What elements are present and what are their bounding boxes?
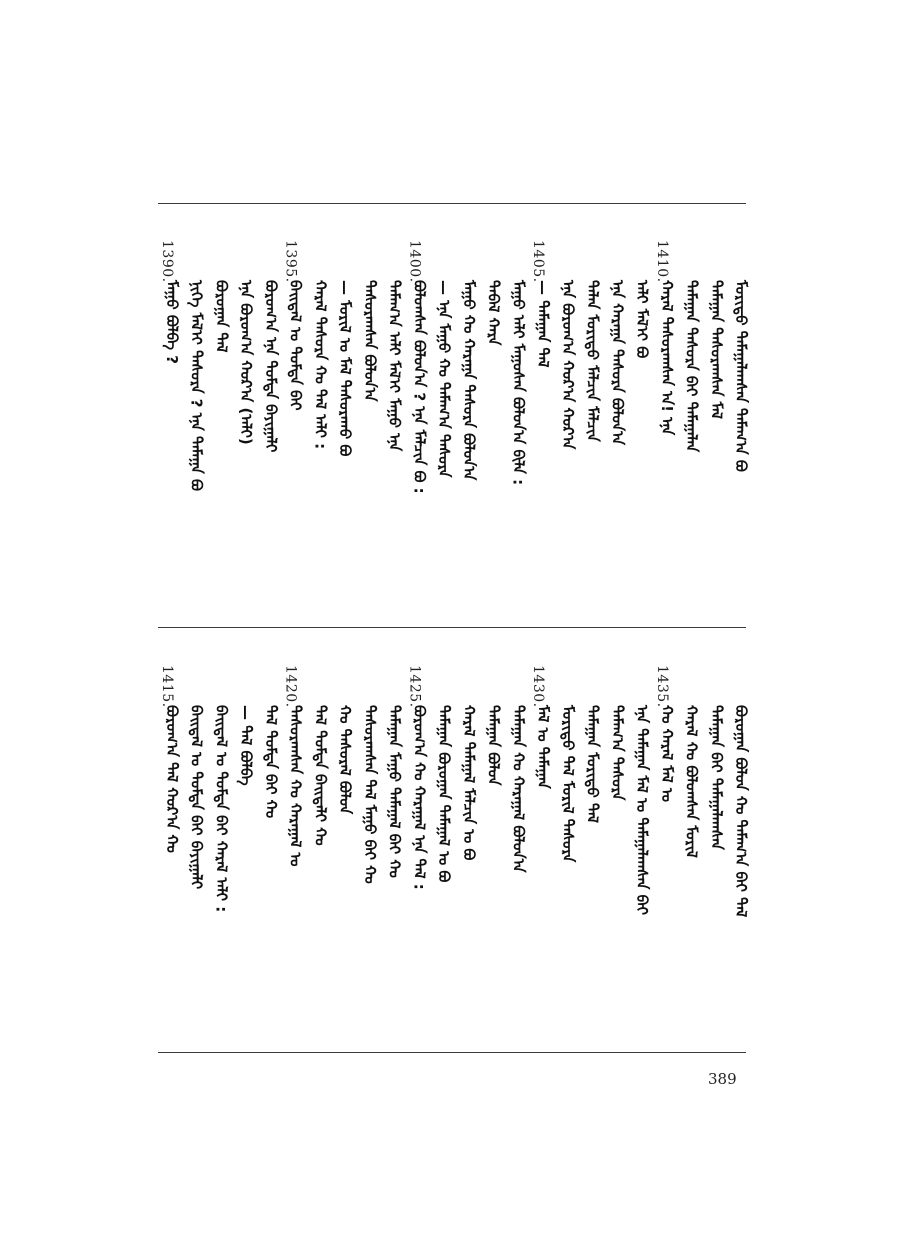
verse-line <box>256 665 280 1060</box>
verse-line <box>429 240 453 635</box>
verse-text: ᠲᠠᠮᠠᠭᠠᠨ ᠲᠠᠰᠤᠷᠠ ᠪᠠᠢ ᠲᠠᠮᠠᠭᠠᠯᠠᠨ <box>682 280 701 453</box>
verse-text: ᠳᠠᠪᠠᠯ ᠬᠠᠷᠠ <box>484 280 503 346</box>
verse-line <box>281 665 305 1060</box>
verse-line <box>528 665 552 1060</box>
verse-text: ᠲᠠᠮᠠᠭᠠᠨ ᠮᠠᠭᠤ ᠲᠠᠮᠠᠭᠠᠯ ᠪᠠᠢ ᠬᠤ <box>385 705 404 878</box>
verse-text: ᠬᠠᠷᠠᠯ ᠲᠠᠮᠠᠭᠠᠯ ᠮᠠᠯᠴᠢᠨ ᠤ ᠪᠤ <box>459 705 478 861</box>
verse-line <box>182 240 206 635</box>
verse-line <box>503 665 527 1060</box>
verse-line <box>578 665 602 1060</box>
verse-text: ᠲᠠᠮᠠᠭ᠎ᠠ ᠲᠠᠰᠤᠷᠠ <box>608 705 627 801</box>
verse-line <box>281 240 305 635</box>
page-number: 389 <box>708 1070 737 1088</box>
verse-text: ᠡᠨᠡ ᠪᠣᠷᠣᠭ᠎ᠠ ᠬᠤᠷ᠎ᠠ ᠬᠤᠷ᠎ᠠ <box>558 280 577 450</box>
verse-text: ᠪᠠᠢᠳᠠᠯ ᠤ ᠳᠤᠮᠳᠠ ᠪᠠᠢ <box>286 280 305 411</box>
line-number: 1420. <box>282 665 299 708</box>
line-number: 1415. <box>159 665 175 708</box>
line-number: 1435. <box>653 665 670 708</box>
line-number: 1430. <box>530 665 547 708</box>
verse-line <box>602 240 626 635</box>
verse-text: ᠲᠠᠮᠠᠭᠠᠨ ᠪᠣᠯᠤᠨ <box>484 705 503 786</box>
verse-line <box>256 240 280 635</box>
verse-block-lower <box>155 665 750 1060</box>
verse-text: — ᠲᠠᠮᠠᠭᠠᠨ ᠲᠠᠯ <box>534 280 553 368</box>
line-number: 1400. <box>406 240 423 283</box>
verse-text: ᠪᠣᠷᠣᠭᠠᠨ ᠲᠠᠯ <box>212 280 231 353</box>
verse-line <box>404 665 428 1060</box>
verse-text: ᠮᠣᠷᠢᠳᠤ ᠲᠠᠮᠠᠭᠠᠯᠠᠭᠰᠠᠨ ᠲᠠᠮᠠᠭ᠎ᠠ ᠪᠤ <box>732 280 750 472</box>
verse-text: ᠲᠠᠰᠤᠷᠠᠭᠰᠠᠨ ᠪᠣᠯᠤᠨ᠎ᠠ <box>360 280 379 402</box>
verse-text: ᠲᠠᠮᠠᠭ᠎ᠠ ᠠᠯᠢ ᠮᠠᠯ᠎ᠢ ᠮᠠᠭᠤ ᠡᠨᠡ <box>385 280 404 452</box>
verse-line <box>652 240 676 635</box>
verse-text: ᠲᠠᠮᠠᠭᠠᠨ ᠪᠣᠷᠣᠭᠠᠨ ᠲᠠᠮᠠᠭᠠᠯ ᠤ ᠪᠤ <box>435 705 454 883</box>
verse-line <box>206 665 230 1060</box>
verse-text: ᠪᠠᠢᠳᠠᠯ ᠤ ᠳᠤᠮᠳᠠ ᠪᠠᠢ ᠪᠠᠶᠢᠭᠠᠯᠢ <box>187 705 206 890</box>
verse-text: ᠲᠠᠮᠠᠭᠠᠨ ᠬᠤ ᠬᠠᠷᠠᠭᠠᠯ ᠪᠣᠯᠤᠨ᠎ᠠ <box>509 705 528 873</box>
verse-line <box>652 665 676 1060</box>
verse-line <box>157 240 181 635</box>
verse-line <box>429 665 453 1060</box>
verse-text: ᠡᠨᠡ ᠬᠠᠷᠠᠭᠠ ᠲᠠᠰᠤᠷᠠ ᠪᠣᠯᠤᠨ᠎ᠠ <box>608 280 627 446</box>
verse-text: ᠲᠠᠯ ᠳᠤᠮᠳᠠ ᠪᠠᠢᠳᠠᠯᠢ ᠬᠤ <box>311 705 330 846</box>
verse-line <box>627 240 651 635</box>
verse-text: ᠪᠠᠢᠳᠠᠯ ᠤ ᠳᠤᠮᠳᠠ ᠪᠠᠢ ᠬᠠᠷᠠᠯ ᠠᠯᠢ : <box>212 705 231 913</box>
line-number: 1390. <box>159 240 175 283</box>
verse-text: ᠠᠯᠢ ᠮᠠᠯ᠎ᠢ ᠪᠤ <box>633 280 652 359</box>
verse-line <box>330 665 354 1060</box>
verse-line <box>231 240 255 635</box>
verse-line <box>355 665 379 1060</box>
verse-text: ᠬᠠᠷᠠᠯ ᠲᠠᠰᠤᠷᠠ ᠬᠤ ᠲᠠᠯ ᠠᠯᠢ : <box>311 280 330 450</box>
verse-line <box>553 665 577 1060</box>
verse-text: ᠲᠠᠮᠠᠭᠠᠨ ᠮᠣᠷᠢᠳᠤ ᠲᠠᠯ <box>583 705 602 824</box>
verse-text: ᠮᠠᠭᠤ ᠪᠣᠯᠪᠠ ? <box>163 280 181 364</box>
verse-text: ᠮᠣᠷᠢᠳᠤ ᠲᠠᠯ ᠮᠣᠷᠢᠯ ᠲᠠᠰᠤᠷᠠ <box>558 705 577 863</box>
bottom-rule <box>158 1052 746 1053</box>
line-number: 1405. <box>530 240 547 283</box>
verse-line <box>701 240 725 635</box>
verse-text: ᠲᠠᠰᠤᠷᠠᠭᠰᠠᠨ ᠬᠤ ᠬᠠᠷᠠᠭᠠᠯ ᠤ <box>286 705 305 867</box>
verse-line <box>479 240 503 635</box>
verse-text: — ᠲᠠᠯ ᠪᠣᠯᠪᠠ <box>237 705 256 786</box>
verse-line <box>157 665 181 1060</box>
verse-line <box>404 240 428 635</box>
line-number: 1410. <box>653 240 670 283</box>
verse-text: ᠮᠠᠭᠤ ᠠᠯᠢ ᠮᠠᠭᠤᠰᠠᠨ ᠪᠣᠯᠤᠨ᠎ᠠ ᠪᠢᠯᠡ : <box>509 280 528 486</box>
verse-line <box>677 240 701 635</box>
verse-line <box>726 240 750 635</box>
verse-line <box>503 240 527 635</box>
verse-line <box>305 665 329 1060</box>
verse-line <box>553 240 577 635</box>
top-rule <box>158 203 746 204</box>
verse-line <box>231 665 255 1060</box>
verse-text: ᠮᠠᠭᠤ ᠬᠤ ᠬᠠᠷᠠᠭᠠ ᠲᠠᠰᠤᠷᠠ ᠪᠣᠯᠤᠨ᠎ᠠ <box>459 280 478 481</box>
verse-line <box>380 240 404 635</box>
verse-line <box>528 240 552 635</box>
verse-text: — ᠡᠨᠡ ᠮᠠᠭᠤ ᠬᠤ ᠲᠠᠮᠠᠭ᠎ᠠ ᠲᠠᠰᠤᠷᠠ <box>435 280 454 478</box>
verse-text: ᠲᠠᠯ ᠳᠤᠮᠳᠠ ᠪᠠᠢ ᠬᠤ <box>261 705 280 819</box>
verse-text: ᠡᠨᠡ ᠲᠠᠮᠠᠭᠠᠨ ᠮᠠᠯ ᠤ ᠲᠠᠮᠠᠭᠠᠯᠠᠭᠰᠠᠨ ᠪᠠᠢ <box>633 705 652 916</box>
verse-line <box>305 240 329 635</box>
verse-line <box>206 240 230 635</box>
verse-line <box>380 665 404 1060</box>
verse-line <box>479 665 503 1060</box>
verse-text: ᠲᠠᠮᠠᠭᠠᠨ ᠪᠠᠢ ᠲᠠᠮᠠᠭᠠᠯᠠᠭᠰᠠᠨ <box>707 705 726 850</box>
verse-line <box>355 240 379 635</box>
verse-line <box>602 665 626 1060</box>
verse-text: ᠮᠠᠯ ᠤ ᠲᠠᠮᠠᠭᠠᠨ <box>534 705 553 789</box>
verse-line <box>726 665 750 1060</box>
verse-text: ᠪᠣᠷᠣᠭ᠎ᠠ ᠡᠨᠡ ᠳᠤᠮᠳᠠ ᠪᠠᠶᠢᠭᠠᠯᠢ <box>261 280 280 453</box>
verse-text: ᠬᠤ ᠲᠠᠰᠤᠷᠠᠯ ᠪᠣᠯᠤᠨ <box>336 705 355 815</box>
verse-line <box>330 240 354 635</box>
line-number: 1425. <box>406 665 423 708</box>
verse-text: ᠪᠣᠷᠣᠭ᠎ᠠ ᠬᠤ ᠬᠠᠷᠠᠭᠠᠯ ᠡᠨᠡ ᠲᠠᠯ : <box>410 705 429 890</box>
verse-text: ᠡᠨᠡ ᠪᠣᠷᠣᠭ᠎ᠠ ᠬᠤᠷ᠎ᠠ (ᠠᠯᠢ) <box>237 280 256 445</box>
verse-text: ᠲᠠᠮᠠᠭᠠᠨ ᠲᠠᠰᠤᠷᠠᠭᠰᠠᠨ ᠮᠠᠯ <box>707 280 726 420</box>
verse-line <box>182 665 206 1060</box>
verse-line <box>578 240 602 635</box>
verse-text: ᠪᠣᠷᠣᠭᠠᠨ ᠪᠣᠯᠤᠨ ᠬᠤ ᠲᠠᠮᠠᠭ᠎ᠠ ᠪᠠᠢ ᠲᠠᠯ <box>732 705 750 918</box>
verse-text: ᠬᠠᠷᠠᠯ ᠬᠤ ᠪᠣᠯᠤᠭᠰᠠᠨ ᠮᠣᠷᠢᠯ <box>682 705 701 858</box>
verse-text: ᠲᠠᠰᠤᠷᠠᠭᠰᠠᠨ ᠲᠠᠯ ᠮᠠᠭᠤ ᠪᠠᠢ ᠬᠤ <box>360 705 379 884</box>
verse-text: ᠬᠠᠷᠠᠯ ᠲᠠᠰᠤᠷᠠᠭᠰᠠᠨ ᠠ! ᠡᠨᠡ <box>657 280 676 436</box>
verse-line <box>627 665 651 1060</box>
verse-text: ᠪᠣᠷᠣᠭ᠎ᠠ ᠲᠠᠯ ᠬᠤᠷ᠎ᠠ ᠬᠤ <box>163 705 181 853</box>
middle-rule <box>158 627 746 628</box>
verse-text: ᠲᠠᠯᠠᠨ ᠮᠣᠷᠢᠳᠤ ᠮᠠᠯᠴᠢᠨ ᠮᠠᠯᠴᠢᠨ <box>583 280 602 442</box>
verse-line <box>677 665 701 1060</box>
verse-line <box>454 240 478 635</box>
verse-line <box>701 665 725 1060</box>
verse-line <box>454 665 478 1060</box>
verse-text: — ᠮᠣᠷᠢᠯ ᠤ ᠮᠠᠯ ᠲᠠᠰᠤᠷᠠᠬᠤ ᠪᠤ <box>336 280 355 457</box>
verse-text: ᠨᠢᠭᠡ ᠮᠠᠯ᠎ᠢ ᠲᠠᠰᠤᠷᠠ ? ᠡᠨᠡ ᠲᠠᠮᠠᠭᠠ ᠪᠤ <box>187 280 206 491</box>
line-number: 1395. <box>282 240 299 283</box>
verse-block-upper <box>155 240 750 635</box>
verse-text: ᠬᠤ ᠬᠠᠷᠠᠯ ᠮᠠᠯ ᠤ <box>657 705 676 802</box>
verse-text: ᠪᠣᠯᠤᠭᠰᠠᠨ ᠪᠣᠯᠤᠨ᠎ᠠ ? ᠡᠨᠡ ᠮᠠᠯᠴᠢᠨ ᠪᠤ : <box>410 280 429 494</box>
